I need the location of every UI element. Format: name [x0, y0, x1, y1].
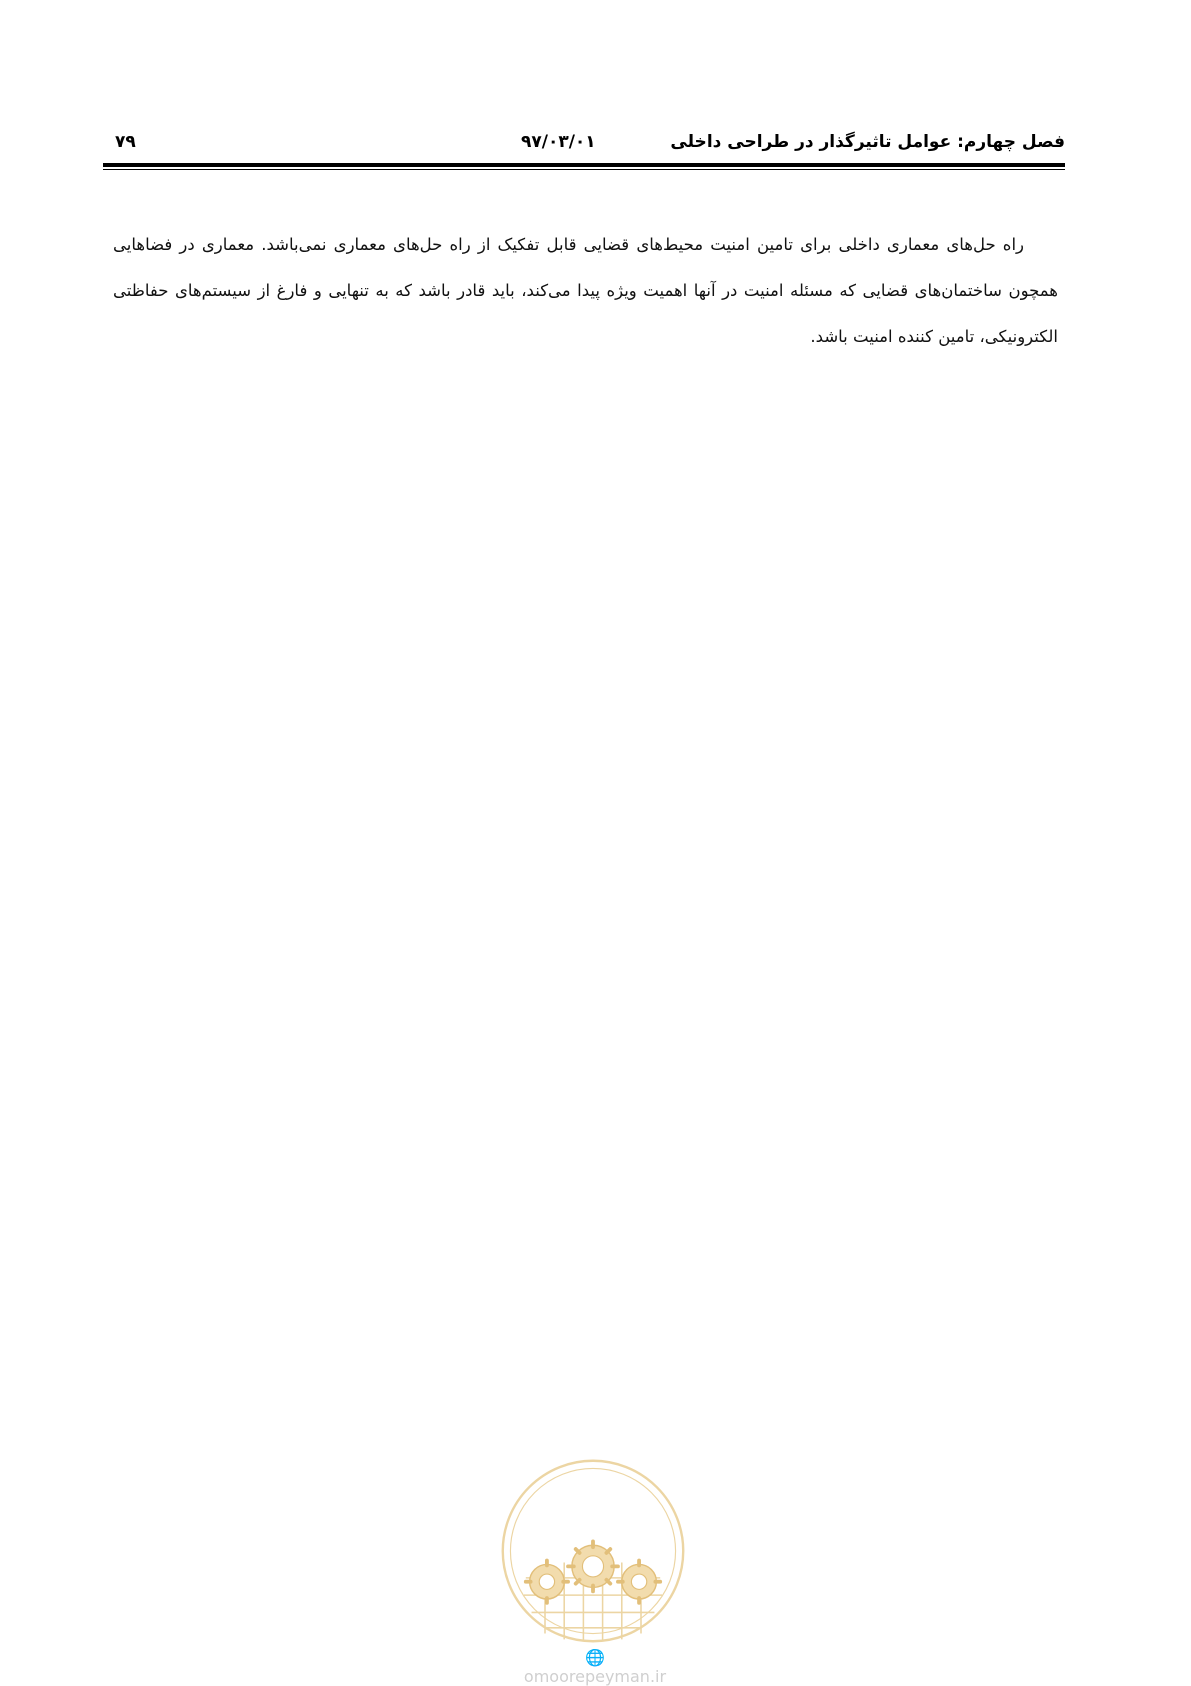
watermark-url-text: omoorepeyman.ir	[523, 1667, 667, 1686]
header-rule-thin	[103, 169, 1065, 170]
globe-icon: 🌐	[585, 1648, 605, 1667]
running-header	[103, 128, 1065, 162]
page-number: ۷۹	[115, 132, 136, 152]
header-rule-thick	[103, 163, 1065, 167]
watermark-logo	[497, 1455, 689, 1647]
body-paragraph: راه حل‌های معماری داخلی برای تامین امنیت محیط‌های قضایی قابل تفکیک از راه حل‌های معماری نمی‌باشد. معماری در فضاهایی همچون ساختمان‌های قضایی که مسئله امنیت در آنها اهمیت ویژه پیدا می‌کند، باید قادر باشد که به تنهایی و فارغ از سیستم‌های حفاظتی الکترونیکی، تامین کننده امنیت باشد.	[113, 235, 1058, 346]
header-date: ۹۷/۰۳/۰۱	[521, 132, 596, 152]
watermark-url	[515, 1648, 675, 1686]
body-text	[113, 222, 1058, 360]
chapter-title: فصل چهارم: عوامل تاثیرگذار در طراحی داخلی	[670, 132, 1065, 152]
